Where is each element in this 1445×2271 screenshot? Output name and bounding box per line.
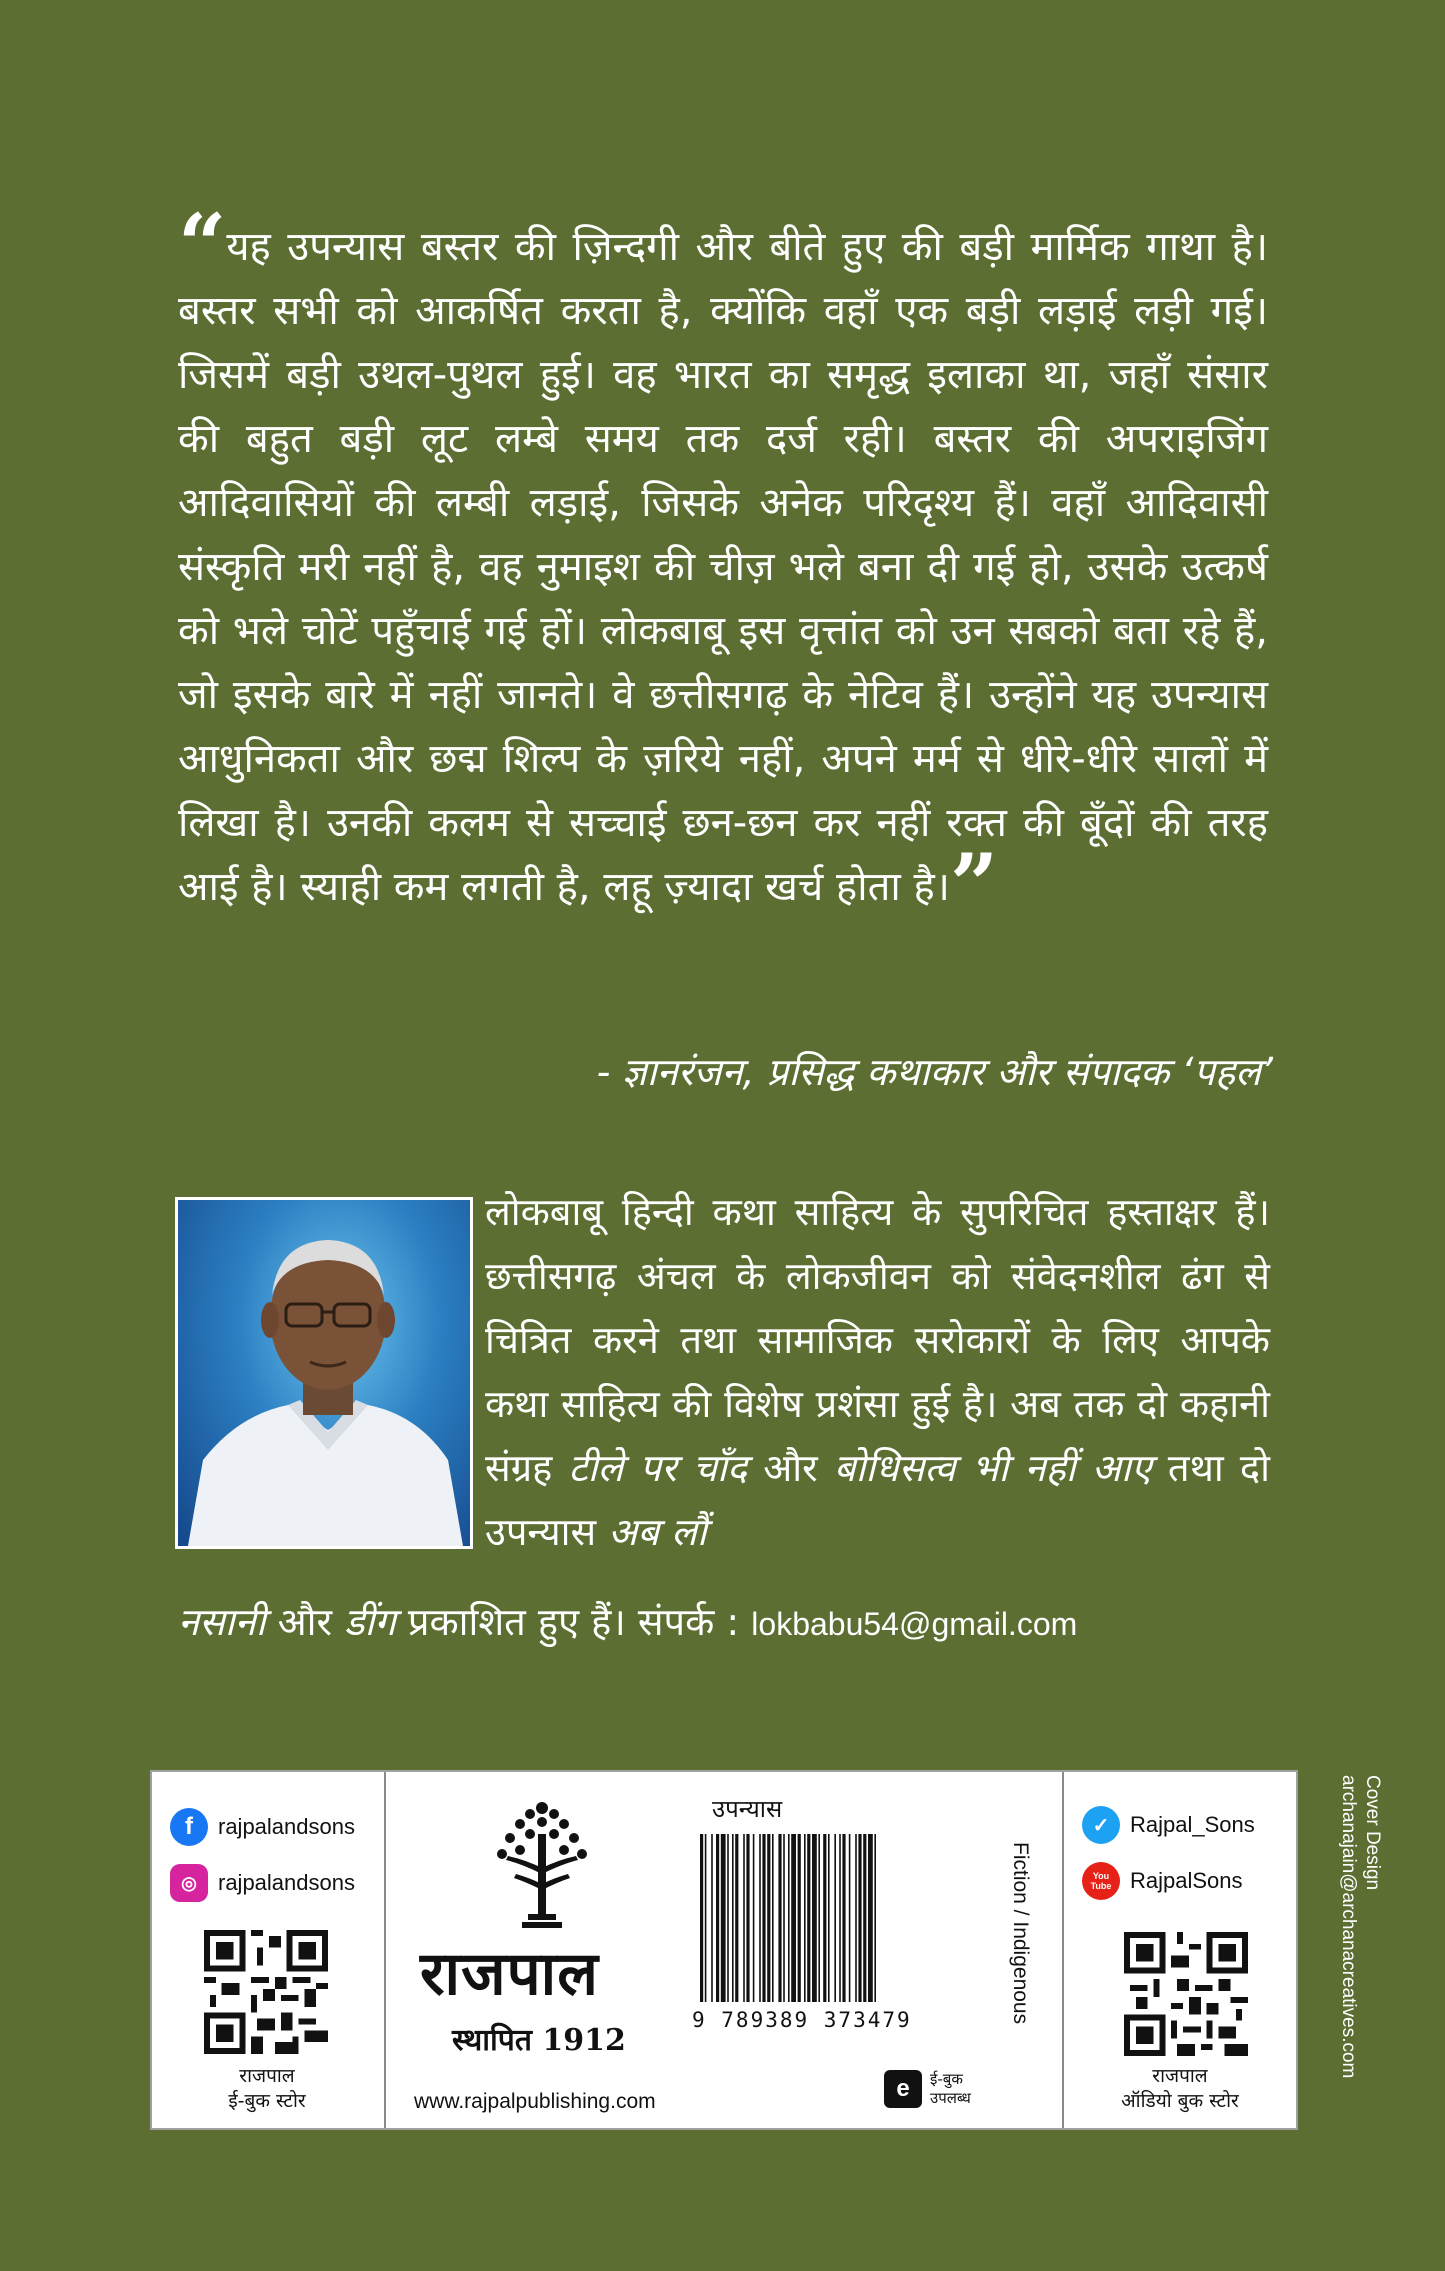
caption-line: राजपाल [1152, 2065, 1208, 2087]
cover-design-credit [1336, 1775, 1384, 2078]
bio-text-3: प्रकाशित हुए हैं। संपर्क : [407, 1600, 740, 1644]
open-quote-mark: “ [178, 195, 227, 294]
close-quote-mark: ” [949, 835, 999, 934]
author-bio [485, 1180, 1270, 1564]
twitter-icon: ✓ [1082, 1806, 1120, 1844]
author-email[interactable]: lokbabu54@gmail.com [751, 1606, 1078, 1642]
book-title-ab-laun-part: अब लौं [608, 1510, 707, 1554]
bio-text-2: तथा दो उपन्यास [485, 1446, 1270, 1554]
established-year: स्थापित 1912 [452, 2023, 626, 2058]
author-bio-continued [178, 1590, 1278, 1656]
caption-line: राजपाल [239, 2065, 295, 2087]
author-portrait-image [178, 1200, 470, 1546]
ebook-icon: e [884, 2070, 922, 2108]
book-title-deeng: डींग [344, 1600, 396, 1644]
publisher-name: राजपाल [420, 1939, 599, 2009]
facebook-icon: f [170, 1808, 208, 1846]
instagram-icon: ◎ [170, 1864, 208, 1902]
facebook-link[interactable] [170, 1808, 355, 1846]
youtube-link[interactable] [1082, 1862, 1243, 1900]
credit-email: archanajain@archanacreatives.com [1338, 1775, 1359, 2079]
instagram-link[interactable] [170, 1864, 355, 1902]
twitter-handle: Rajpal_Sons [1130, 1812, 1255, 1837]
ebook-available-label [930, 2070, 971, 2108]
ebook-label-line: उपलब्ध [930, 2089, 971, 2107]
instagram-handle: rajpalandsons [218, 1870, 355, 1895]
audio-book-store-qr-code[interactable] [1124, 1932, 1248, 2056]
isbn-number: 9 789389 373479 [692, 2008, 912, 2032]
category-label: Fiction / Indigenous [1009, 1842, 1032, 2025]
caption-line: ई-बुक स्टोर [228, 2090, 306, 2112]
youtube-icon: You Tube [1082, 1862, 1120, 1900]
book-title-bodhisatva: बोधिसत्व भी नहीं आए [833, 1446, 1152, 1490]
book-title-nasani-part: नसानी [178, 1600, 266, 1644]
credit-line: Cover Design [1362, 1775, 1383, 1891]
bio-text-1: लोकबाबू हिन्दी कथा साहित्य के सुपरिचित हस्ताक्षर हैं। छत्तीसगढ़ अंचल के लोकजीवन को संवेदनशील ढंग से चित्रित करने तथा सामाजिक सरोकारों के लिए आपके कथा साहित्य की विशेष प्रशंसा हुई है। अब तक दो कहानी संग्रह [485, 1190, 1270, 1490]
quote-text: यह उपन्यास बस्तर की ज़िन्दगी और बीते हुए की बड़ी मार्मिक गाथा है। बस्तर सभी को आकर्षित करता है, क्योंकि वहाँ एक बड़ी लड़ाई लड़ी गई। जिसमें बड़ी उथल-पुथल हुई। वह भारत का समृद्ध इलाका था, जहाँ संसार की बहुत बड़ी लूट लम्बे समय तक दर्ज रही। बस्तर की अपराइजिंग आदिवासियों की लम्बी लड़ाई, जिसके अनेक परिदृश्य हैं। वहाँ आदिवासी संस्कृति मरी नहीं है, वह नुमाइश की चीज़ भले बना दी गई हो, उसके उत्कर्ष को भले चोटें पहुँचाई गई हों। लोकबाबू इस वृत्तांत को उन सबको बता रहे हैं, जो इसके बारे में नहीं जानते। वे छत्तीसगढ़ के नेटिव हैं। उन्होंने यह उपन्यास आधुनिकता और छद्म शिल्प के ज़रिये नहीं, अपने मर्म से धीरे-धीरे सालों में लिखा है। उनकी कलम से सच्चाई छन-छन कर नहीं रक्त की बूँदों की तरह आई है। स्याही कम लगती है, लहू ज़्यादा खर्च होता है। [178, 224, 1268, 910]
publisher-strip [150, 1770, 1298, 2130]
website-link[interactable]: www.rajpalpublishing.com [414, 2090, 656, 2113]
facebook-handle: rajpalandsons [218, 1814, 355, 1839]
blurb-quote [178, 195, 1268, 934]
twitter-link[interactable] [1082, 1806, 1255, 1844]
ebook-store-caption [152, 2064, 382, 2114]
author-photo [175, 1197, 473, 1549]
ebook-store-qr-code[interactable] [204, 1930, 328, 2054]
genre-label: उपन्यास [712, 1795, 783, 1823]
tree-logo-icon [492, 1794, 592, 1934]
isbn-barcode [700, 1834, 932, 2002]
divider [384, 1772, 386, 2128]
bio-text-and: और [763, 1446, 818, 1490]
ebook-available-badge [884, 2070, 971, 2108]
ebook-label-line: ई-बुक [930, 2070, 963, 2088]
bio-text-and-2: और [277, 1600, 333, 1644]
book-title-teele-par-chaand: टीले पर चाँद [568, 1446, 748, 1490]
youtube-handle: RajpalSons [1130, 1868, 1243, 1893]
caption-line: ऑडियो बुक स्टोर [1121, 2090, 1239, 2112]
quote-attribution: - ज्ञानरंजन, प्रसिद्ध कथाकार और संपादक ‘पहल’ [596, 1050, 1273, 1094]
audio-store-caption [1064, 2064, 1296, 2114]
